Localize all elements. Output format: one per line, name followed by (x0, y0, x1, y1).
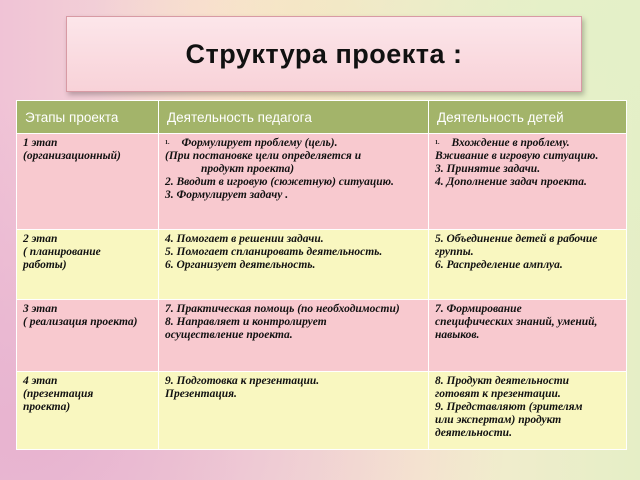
list-item-text: Формулирует проблему (цель). (181, 137, 338, 149)
teacher-activity-cell (159, 300, 429, 372)
list-item: Презентация. (165, 388, 237, 400)
list-item: 7. Практическая помощь (по необходимости) (165, 303, 400, 315)
stage-cell (17, 372, 159, 450)
stage-subtitle: ( реализация проекта) (23, 316, 138, 328)
list-item: продукт проекта) (201, 163, 295, 175)
list-item: 8. Направляет и контролирует (165, 316, 327, 328)
list-item: группы. (435, 246, 474, 258)
children-activity-cell (429, 134, 627, 230)
list-item (165, 137, 422, 150)
stage-subtitle: (организационный) (23, 150, 121, 162)
list-item: 5. Помогает спланировать деятельность. (165, 246, 383, 258)
stage-subtitle: проекта) (23, 401, 71, 413)
list-item: специфических знаний, умений, (435, 316, 598, 328)
table-row (17, 372, 627, 450)
stage-subtitle: ( планирование (23, 246, 101, 258)
list-item-text: Вхождение в проблему. (451, 137, 570, 149)
table-header-row (17, 101, 627, 134)
list-item: осуществление проекта. (165, 329, 293, 341)
list-item: 3. Формулирует задачу . (165, 189, 289, 201)
project-structure-table (16, 100, 627, 450)
table-row (17, 230, 627, 300)
stage-label: 3 этап (23, 303, 58, 315)
stage-label: 2 этап (23, 233, 58, 245)
list-item: навыков. (435, 329, 480, 341)
list-item: 4. Помогает в решении задачи. (165, 233, 324, 245)
table-row (17, 300, 627, 372)
teacher-activity-cell (159, 372, 429, 450)
stage-cell (17, 230, 159, 300)
table-row (17, 134, 627, 230)
list-item: 6. Организует деятельность. (165, 259, 316, 271)
teacher-activity-cell (159, 134, 429, 230)
list-item: 7. Формирование (435, 303, 522, 315)
list-item: деятельности. (435, 427, 512, 439)
list-marker: 1. (165, 140, 170, 146)
children-activity-cell (429, 300, 627, 372)
stage-cell (17, 300, 159, 372)
children-activity-cell (429, 372, 627, 450)
list-item: 3. Принятие задачи. (435, 163, 541, 175)
stage-label: 4 этап (23, 375, 58, 387)
list-item: готовят к презентации. (435, 388, 561, 400)
list-item (435, 137, 620, 150)
list-item: 6. Распределение амплуа. (435, 259, 563, 271)
teacher-activity-cell (159, 230, 429, 300)
list-item: Вживание в игровую ситуацию. (435, 150, 599, 162)
children-activity-cell (429, 230, 627, 300)
list-marker: 1. (435, 140, 440, 146)
list-item: 4. Дополнение задач проекта. (435, 176, 587, 188)
header-children-activity: Деятельность детей (429, 101, 627, 134)
header-teacher-activity: Деятельность педагога (159, 101, 429, 134)
list-item: 2. Вводит в игровую (сюжетную) ситуацию. (165, 176, 394, 188)
page-title: Структура проекта : (185, 38, 463, 69)
stage-subtitle: работы) (23, 259, 67, 271)
header-stages: Этапы проекта (17, 101, 159, 134)
stage-cell (17, 134, 159, 230)
list-item: (При постановке цели определяется и (165, 150, 362, 162)
title-banner (66, 16, 582, 92)
stage-subtitle: (презентация (23, 388, 94, 400)
list-item: или экспертам) продукт (435, 414, 562, 426)
list-item: 9. Представляют (зрителям (435, 401, 583, 413)
list-item: 5. Объединение детей в рабочие (435, 233, 598, 245)
list-item: 9. Подготовка к презентации. (165, 375, 320, 387)
stage-label: 1 этап (23, 137, 58, 149)
list-item: 8. Продукт деятельности (435, 375, 570, 387)
